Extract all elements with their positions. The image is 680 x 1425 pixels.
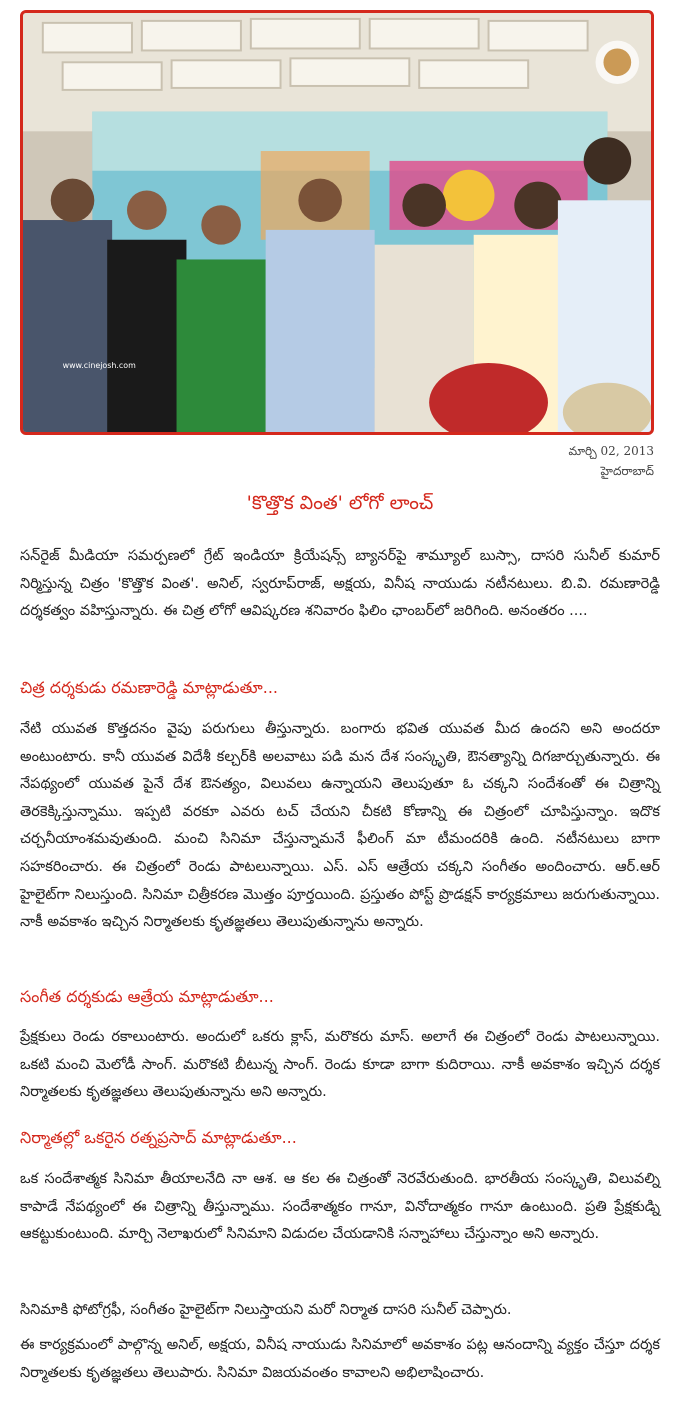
article-place: హైదరాబాద్ — [600, 464, 654, 478]
heading-producer: నిర్మాతల్లో ఒకరైన రత్నప్రసాద్ మాట్లాడుతూ... — [20, 1128, 297, 1147]
article-intro: సన్‌రైజ్ మీడియా సమర్పణలో గ్రేట్ ఇండియా క్రియేషన్స్ బ్యానర్‌పై శామ్యూల్ బుస్సా, దాసరి సునీల్ కుమార్ నిర్మిస్తున్న చిత్రం 'కొత్తొక వింత'. అనిల్, స్వరూప్‌రాజ్, అక్షయ, వినీష నాయుడు నటీనటులు. బి.వి. రమణారెడ్డి దర్శకత్వం వహిస్తున్నారు. ఈ చిత్ర లోగో ఆవిష్కరణ శనివారం ఫిలిం ఛాంబర్‌లో జరిగింది. అనంతరం .... — [20, 548, 660, 620]
article-title: 'కొత్తొక వింత' లోగో లాంచ్ — [246, 492, 434, 514]
event-photo — [20, 10, 654, 435]
paragraph-closing: ఈ కార్యక్రమంలో పాల్గొన్న అనిల్, అక్షయ, వినీష నాయుడు సినిమాలో అవకాశం పట్ల ఆనందాన్ని వ్యక్తం చేస్తూ దర్శక నిర్మాతలకు కృతజ్ఞతలు తెలుపారు. సినిమా విజయవంతం కావాలని అభిలాషించారు. — [20, 1337, 660, 1381]
article-meta — [568, 441, 654, 481]
heading-director: చిత్ర దర్శకుడు రమణారెడ్డి మాట్లాడుతూ... — [20, 678, 278, 697]
photo-watermark: www.cinejosh.com — [62, 360, 136, 370]
event-photo-image — [23, 13, 651, 432]
paragraph-director: నేటి యువత కొత్తదనం వైపు పరుగులు తీస్తున్నారు. బంగారు భవిత యువత మీద ఉందని అని అందరూ అంటుంటారు. కానీ యువత విదేశీ కల్చర్‌కి అలవాటు పడి మన దేశ సంస్కృతి, ఔనత్యాన్ని దిగజార్చుతున్నారు. ఈ నేపథ్యంలో యువత పైనే దేశ ఔనత్యం, విలువలు ఉన్నాయని తెలుపుతూ ఓ చక్కని సందేశంతో ఈ చిత్రాన్ని తెరకెక్కిస్తున్నాము. ఇప్పటి వరకూ ఎవరు టచ్ చేయని చీకటి కోణాన్ని ఈ చిత్రంలో చూపిస్తున్నాం. ఇదొక చర్చనీయాంశమవుతుంది. మంచి సినిమా చేస్తున్నామనే ఫీలింగ్ మా టీమందరికి ఉంది. నటీనటులు బాగా సహకరించారు. ఈ చిత్రంలో రెండు పాటలున్నాయి. ఎస్. ఎస్ ఆత్రేయ చక్కని సంగీతం అందించారు. ఆర్.ఆర్ హైలైట్‌గా నిలుస్తుంది. సినిమా చిత్రీకరణ మొత్తం పూర్తయింది. ప్రస్తుతం పోస్ట్ ప్రొడక్షన్ కార్యక్రమాలు జరుగుతున్నాయి. నాకీ అవకాశం ఇచ్చిన నిర్మాతలకు కృతజ్ఞతలు తెలుపుతున్నాను అన్నారు. — [20, 721, 660, 931]
paragraph-music-director: ప్రేక్షకులు రెండు రకాలుంటారు. అందులో ఒకరు క్లాస్, మరొకరు మాస్. అలాగే ఈ చిత్రంలో రెండు పాటలున్నాయి. ఒకటి మంచి మెలోడీ సాంగ్. మరొకటి బీటున్న సాంగ్. రెండు కూడా బాగా కుదిరాయి. నాకీ అవకాశం ఇచ్చిన దర్శక నిర్మాతలకు కృతజ్ఞతలు తెలుపుతున్నాను అని అన్నారు. — [20, 1029, 660, 1101]
paragraph-producer: ఒక సందేశాత్మక సినిమా తీయాలనేది నా ఆశ. ఆ కల ఈ చిత్రంతో నెరవేరుతుంది. భారతీయ సంస్కృతి, విలువల్ని కాపాడే నేపథ్యంలో ఈ చిత్రాన్ని తీస్తున్నాము. సందేశాత్మకం గానూ, వినోదాత్మకం గానూ ఉంటుంది. ప్రతి ప్రేక్షకుడ్ని ఆకట్టుకుంటుంది. మార్చి నెలాఖరులో సినిమాని విడుదల చేయడానికి సన్నాహాలు చేస్తున్నాం అని అన్నారు. — [20, 1171, 660, 1243]
article-date: మార్చి 02, 2013 — [568, 444, 654, 458]
paragraph-producer-2: సినిమాకి ఫోటోగ్రఫీ, సంగీతం హైలైట్‌గా నిలుస్తాయని మరో నిర్మాత దాసరి సునీల్ చెప్పారు. — [20, 1302, 512, 1318]
heading-music-director: సంగీత దర్శకుడు ఆత్రేయ మాట్లాడుతూ... — [20, 987, 274, 1006]
